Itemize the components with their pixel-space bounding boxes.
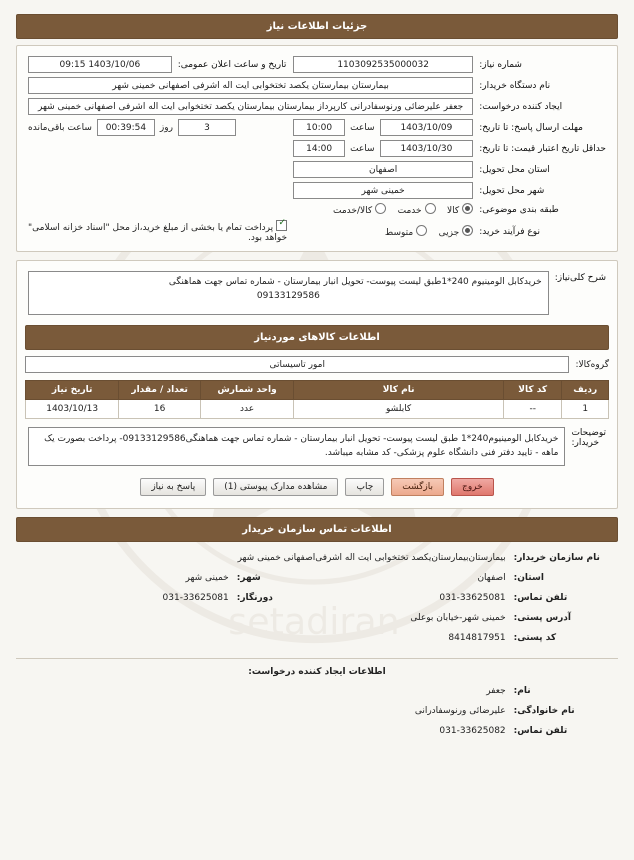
goods-cell-date: 1403/10/13	[26, 400, 119, 419]
announce-date-value: 1403/10/06 09:15	[28, 56, 172, 73]
radio-khedmat-icon[interactable]	[425, 203, 436, 214]
goods-group-value: امور تاسیساتی	[25, 356, 569, 373]
subject-option-kala-label: کالا	[447, 206, 460, 216]
keywords-label: شرح کلی‌نیاز:	[554, 273, 606, 283]
contact-org-name-label: نام سازمان خریدار:	[513, 552, 600, 563]
radio-kala-khedmat-icon[interactable]	[375, 203, 386, 214]
description-box: خریدکابل الومینیوم240*1 طبق لیست پیوست- تحویل انبار بیمارستان - شماره تماس جهت هماهنگی09133129586- پرداخت بصورت یک ماهه - تایید دفتر فنی دانشگاه علوم پزشکی- کد مشابه میباشد.	[28, 427, 565, 466]
validity-hour-label: ساعت	[350, 143, 375, 154]
contact-address-label: آدرس پستی:	[513, 612, 571, 623]
deadline-hour-label: ساعت	[350, 122, 375, 133]
need-number-label: شماره نیاز:	[479, 59, 522, 70]
description-label-line1: توضیحات	[571, 428, 606, 438]
radio-jozei-icon[interactable]	[462, 225, 473, 236]
creator-family-label: نام خانوادگی:	[513, 705, 575, 716]
creator-info-table	[16, 681, 618, 741]
keywords-line1: خریدکابل الومینیوم 240*1طبق لیست پیوست- تحویل انبار بیمارستان - شماره تماس جهت هماهنگی	[168, 277, 542, 287]
contact-org-name-value: بیمارستان‌بیمارستان‌یکصد تختخوابی ایت اله اشرفی‌اصفهانی خمینی شهر	[237, 552, 506, 563]
goods-col-code: کد کالا	[504, 381, 562, 400]
goods-col-unit: واحد شمارش	[200, 381, 293, 400]
deadline-hour-value: 10:00	[293, 119, 345, 136]
goods-cell-code: --	[504, 400, 562, 419]
process-type-label: نوع فرآیند خرید:	[479, 226, 540, 237]
process-option-motavaset-label: متوسط	[384, 228, 414, 238]
section-title-goods-info: اطلاعات کالاهای موردنیاز	[25, 325, 609, 350]
creator-label: ایجاد کننده درخواست:	[479, 101, 563, 112]
city-label: شهر محل تحویل:	[479, 185, 545, 196]
province-value: اصفهان	[293, 161, 473, 178]
province-label: استان محل تحویل:	[479, 164, 550, 175]
creator-phone-value: 031-33625082	[439, 725, 506, 736]
table-row	[26, 400, 609, 419]
contact-postal-label: کد پستی:	[513, 632, 557, 643]
contact-address-value: خمینی شهر-خیابان بوعلی	[410, 612, 506, 623]
contact-postal-value: 8414817951	[448, 632, 506, 643]
need-details-panel	[16, 45, 618, 252]
deadline-label: مهلت ارسال پاسخ: تا تاریخ:	[479, 122, 583, 133]
description-form	[25, 425, 609, 468]
section-title-buyer-contact: اطلاعات تماس سازمان خریدار	[16, 517, 618, 542]
process-option-motavaset[interactable]	[385, 228, 427, 238]
contact-city-label: شهر:	[236, 572, 261, 583]
subject-option-khedmat[interactable]	[395, 206, 436, 216]
goods-col-date: تاریخ نیاز	[26, 381, 119, 400]
radio-motavaset-icon[interactable]	[416, 225, 427, 236]
validity-label: حداقل تاریخ اعتبار قیمت: تا تاریخ:	[479, 143, 606, 154]
goods-cell-row: 1	[562, 400, 609, 419]
remaining-time-label: ساعت باقی‌مانده	[28, 122, 92, 133]
description-label-line2: خریدار:	[571, 438, 600, 448]
subject-option-kala-khedmat[interactable]	[333, 206, 386, 216]
action-button-row	[25, 478, 609, 496]
islamic-treasury-checkbox[interactable]	[276, 220, 287, 231]
goods-col-name: نام کالا	[294, 381, 504, 400]
contact-province-value: اصفهان	[477, 572, 506, 583]
need-number-value: 1103092535000032	[293, 56, 473, 73]
process-option-jozei-label: جزیی	[438, 228, 460, 238]
creator-info-title: اطلاعات ایجاد کننده درخواست:	[248, 666, 386, 677]
buyer-org-label: نام دستگاه خریدار:	[479, 80, 551, 91]
validity-date-value: 1403/10/30	[380, 140, 474, 157]
contact-phone-value: 031-33625081	[439, 592, 506, 603]
goods-cell-name: کابلشو	[294, 400, 504, 419]
validity-hour-value: 14:00	[293, 140, 345, 157]
keywords-line2: 09133129586	[256, 290, 320, 301]
creator-value: جعفر علیرضائی ورنوسفادرانی کارپرداز بیمارستان بیمارستان یکصد تختخوابی ایت اله اشرفی اصفهانی خمینی شهر	[28, 98, 473, 115]
contact-fax-value: 031-33625081	[162, 592, 229, 603]
keywords-form	[25, 269, 609, 317]
goods-group-row	[25, 356, 609, 373]
subject-option-kala[interactable]	[444, 206, 473, 216]
print-button[interactable]: چاپ	[345, 478, 384, 496]
creator-name-value: جعفر	[486, 685, 506, 696]
keywords-box	[28, 271, 549, 315]
city-value: خمینی شهر	[293, 182, 473, 199]
reply-to-need-button[interactable]: پاسخ به نیاز	[140, 478, 206, 496]
goods-group-label: گروه‌کالا:	[575, 359, 609, 370]
back-button[interactable]: بازگشت	[391, 478, 444, 496]
exit-button[interactable]: خروج	[451, 478, 494, 496]
view-attachments-button[interactable]: مشاهده مدارک پیوستی (1)	[213, 478, 338, 496]
remaining-time-value: 00:39:54	[97, 119, 155, 136]
subject-option-kala-khedmat-label: کالا/خدمت	[333, 206, 373, 216]
svg-text:setadiran: setadiran	[228, 600, 400, 643]
remaining-days-unit: روز	[159, 122, 173, 133]
goods-table-header-row	[26, 381, 609, 400]
divider	[16, 658, 618, 659]
creator-family-value: علیرضائی ورنوسفادرانی	[414, 705, 506, 716]
subject-option-khedmat-label: خدمت	[397, 206, 422, 216]
process-option-jozei[interactable]	[436, 228, 473, 238]
buyer-org-value: بیمارستان بیمارستان یکصد تختخوابی ایت اله اشرفی اصفهانی خمینی شهر	[28, 77, 473, 94]
goods-cell-unit: عدد	[200, 400, 293, 419]
creator-name-label: نام:	[513, 685, 531, 696]
contact-fax-label: دورنگار:	[236, 592, 273, 603]
buyer-contact-table	[16, 548, 618, 648]
deadline-date-value: 1403/10/09	[380, 119, 474, 136]
contact-province-label: استان:	[513, 572, 544, 583]
announce-date-label: تاریخ و ساعت اعلان عمومی:	[177, 59, 287, 70]
radio-kala-icon[interactable]	[462, 203, 473, 214]
goods-table	[25, 380, 609, 419]
subject-classification-label: طبقه بندی موضوعی:	[479, 204, 559, 215]
need-details-form	[25, 54, 609, 245]
section-title-need-details: جزئیات اطلاعات نیاز	[16, 14, 618, 39]
goods-cell-qty: 16	[119, 400, 201, 419]
contact-phone-label: تلفن تماس:	[513, 592, 568, 603]
creator-phone-label: تلفن تماس:	[513, 725, 568, 736]
contact-city-value: خمینی شهر	[185, 572, 229, 583]
islamic-treasury-label: پرداخت تمام یا بخشی از مبلغ خرید،از محل "اسناد خزانه اسلامی" خواهد بود.	[28, 223, 288, 243]
goods-panel	[16, 260, 618, 509]
goods-col-qty: تعداد / مقدار	[119, 381, 201, 400]
remaining-days-value: 3	[178, 119, 236, 136]
goods-col-row: ردیف	[562, 381, 609, 400]
